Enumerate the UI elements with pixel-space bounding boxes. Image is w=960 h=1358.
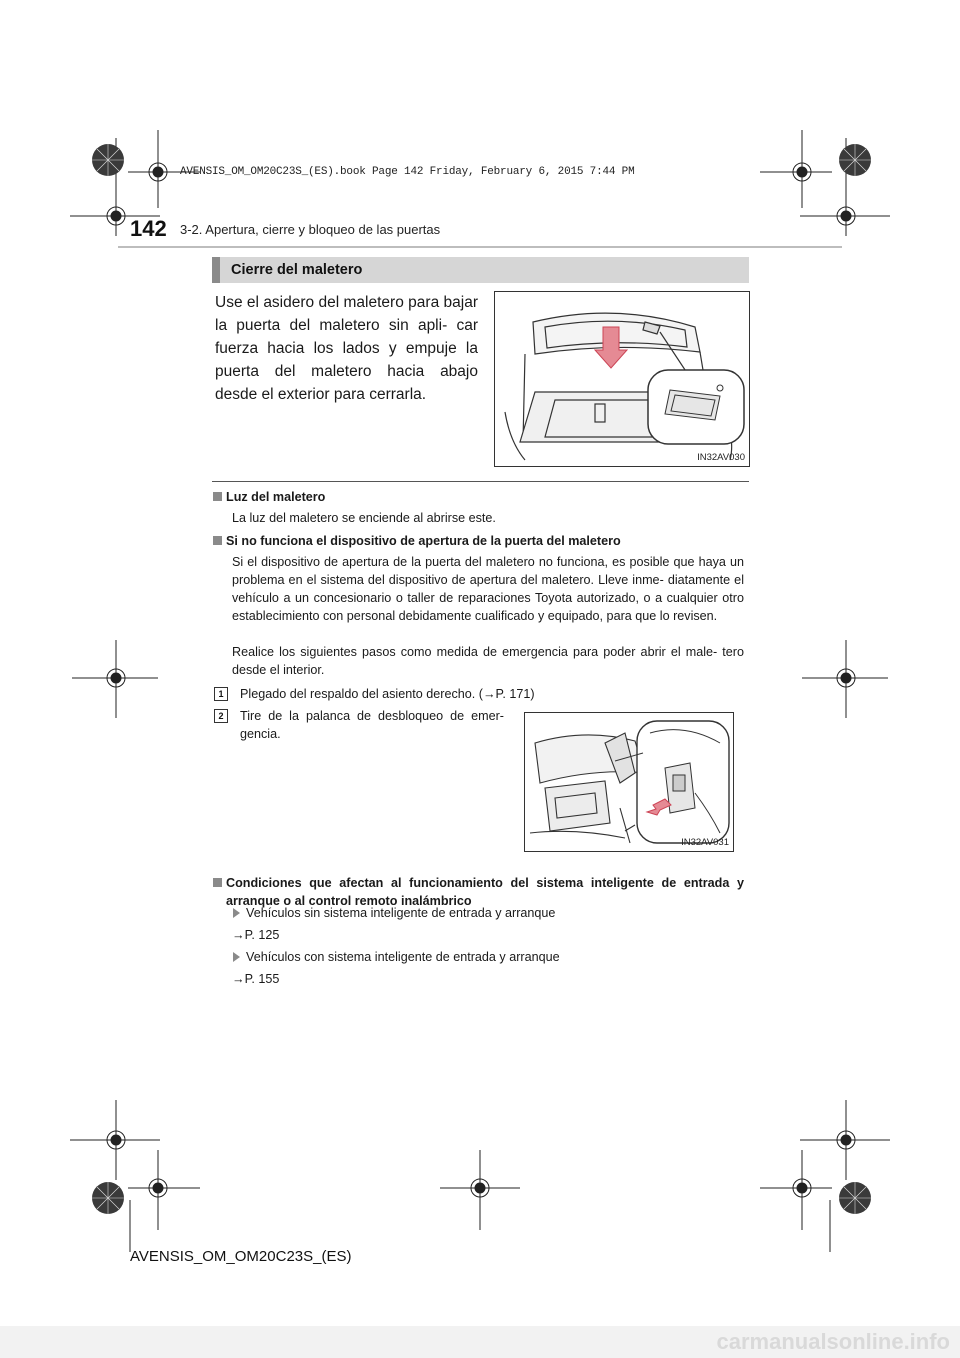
header-rule — [118, 246, 842, 248]
intro-paragraph: Use el asidero del maletero para bajar la puerta del maletero sin apli- car fuerza hacia los lados y empuje la puerta del maletero hacia abajo desde el exterior para cerrarla. — [215, 294, 478, 403]
section-heading-bar — [212, 257, 749, 283]
note-title-conditions: Condiciones que afectan al funcionamiento del sistema inteligente de entrada y arranque o al control remoto inalámbrico — [226, 876, 744, 908]
note-text-emergency: Realice los siguientes pasos como medida de emergencia para poder abrir el male- tero desde el interior. — [232, 645, 744, 677]
step-text-2: Tire de la palanca de desbloqueo de emer- gencia. — [240, 709, 504, 741]
condition-item-1-label: Vehículos sin sistema inteligente de entrada y arranque — [246, 906, 556, 920]
bullet-triangle-icon — [233, 952, 240, 962]
heading-accent — [212, 257, 220, 283]
section-divider — [212, 481, 749, 482]
section-title: 3-2. Apertura, cierre y bloqueo de las puertas — [180, 222, 441, 237]
trunk-closing-illustration — [494, 291, 750, 467]
step-number-2: 2 — [214, 709, 228, 723]
watermark-text: carmanualsonline.info — [716, 1329, 950, 1354]
trunk-illustration-svg — [495, 292, 749, 466]
release-illustration-svg — [525, 713, 733, 851]
step-number-1: 1 — [214, 687, 228, 701]
note-text-trunk-light: La luz del maletero se enciende al abrirse este. — [232, 511, 496, 525]
note-bullet-square — [213, 878, 222, 887]
footer-code: AVENSIS_OM_OM20C23S_(ES) — [130, 1248, 352, 1265]
section-heading: Cierre del maletero — [231, 262, 363, 278]
condition-item-2-label: Vehículos con sistema inteligente de entrada y arranque — [246, 950, 560, 964]
print-line: AVENSIS_OM_OM20C23S_(ES).book Page 142 Friday, February 6, 2015 7:44 PM — [180, 166, 635, 178]
figure-code: IN32AV030 — [697, 452, 745, 463]
emergency-release-illustration — [524, 712, 734, 852]
figure-code: IN32AV031 — [681, 837, 729, 848]
page-number: 142 — [130, 216, 167, 241]
note-bullet-square — [213, 536, 222, 545]
step-text-1: Plegado del respaldo del asiento derecho. (→P. 171) — [240, 687, 535, 701]
note-bullet-square — [213, 492, 222, 501]
note-title-opener-failure: Si no funciona el dispositivo de apertura de la puerta del maletero — [226, 534, 621, 548]
bullet-triangle-icon — [233, 908, 240, 918]
condition-item-2-ref: →P. 155 — [232, 972, 280, 986]
condition-item-1-ref: →P. 125 — [232, 928, 280, 942]
note-text-opener-failure: Si el dispositivo de apertura de la puerta del maletero no funciona, es posible que haya un problema en el sistema del dispositivo de apertura del maletero. Lleve inme- diatamente el vehículo a un concesionario o taller de reparaciones Toyota autorizado, o a cualquier otro establecimiento con personal debidamente cualificado y equipado, para que lo revisen. — [232, 555, 744, 623]
note-title-trunk-light: Luz del maletero — [226, 490, 326, 504]
